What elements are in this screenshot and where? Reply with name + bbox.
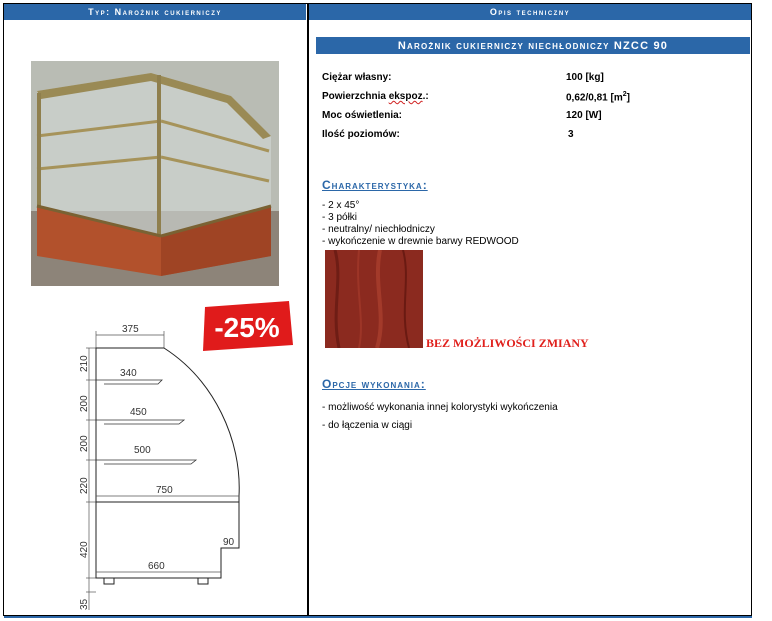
bottom-rule [4, 616, 752, 618]
height-dim-4: 220 [79, 477, 90, 494]
type-header: Typ: Narożnik cukierniczy [4, 4, 306, 20]
characteristic-item: - 3 półki [322, 212, 358, 223]
width-dim-660: 660 [148, 561, 165, 572]
spec-label-area [322, 91, 429, 102]
height-dim-5: 420 [79, 541, 90, 558]
spec-label-area-abbr: ekspoz [388, 91, 423, 102]
height-dim-2: 200 [79, 395, 90, 412]
width-dim-90: 90 [223, 537, 235, 548]
spec-value-area-post: ] [626, 92, 630, 104]
options-heading: Opcje wykonania: [322, 377, 426, 391]
technical-description-header: Opis techniczny [309, 4, 751, 20]
technical-drawing [74, 320, 254, 616]
width-dim-500: 500 [134, 445, 151, 456]
spec-label-area-post: .: [422, 91, 429, 102]
spec-value-area [566, 91, 630, 103]
characteristic-item: - neutralny/ niechłodniczy [322, 224, 435, 235]
height-dim-6: 35 [79, 598, 90, 610]
width-dim-450: 450 [130, 407, 147, 418]
spec-label-power: Moc oświetlenia: [322, 110, 403, 121]
spec-value-weight: 100 [kg] [566, 72, 604, 83]
product-title: Narożnik cukierniczy niechłodniczy NZCC 90 [316, 37, 750, 54]
width-dim-375: 375 [122, 324, 139, 335]
option-item: - możliwość wykonania innej kolorystyki wykończenia [322, 402, 558, 413]
width-dim-750: 750 [156, 485, 173, 496]
product-photo [31, 61, 279, 286]
discount-label: -25% [214, 312, 280, 343]
spec-label-weight: Ciężar własny: [322, 72, 392, 83]
height-dim-3: 200 [79, 435, 90, 452]
option-item: - do łączenia w ciągi [322, 420, 413, 431]
spec-value-area-sup: 2 [622, 91, 627, 98]
characteristics-heading: Charakterystyka: [322, 178, 428, 192]
spec-label-area-pre: Powierzchnia [322, 91, 389, 102]
characteristic-item: - 2 x 45° [322, 200, 360, 211]
column-divider [307, 4, 309, 616]
swatch-note: BEZ MOŻLIWOŚCI ZMIANY [426, 336, 589, 350]
spec-value-area-main: 0,62/0,81 [m [566, 92, 623, 104]
spec-value-power: 120 [W] [566, 110, 602, 121]
spec-value-levels: 3 [568, 129, 574, 140]
redwood-swatch [325, 250, 423, 348]
characteristic-item: - wykończenie w drewnie barwy REDWOOD [322, 236, 519, 247]
width-dim-340: 340 [120, 368, 137, 379]
height-dim-1: 210 [79, 355, 90, 372]
spec-label-levels: Ilość poziomów: [322, 129, 400, 140]
